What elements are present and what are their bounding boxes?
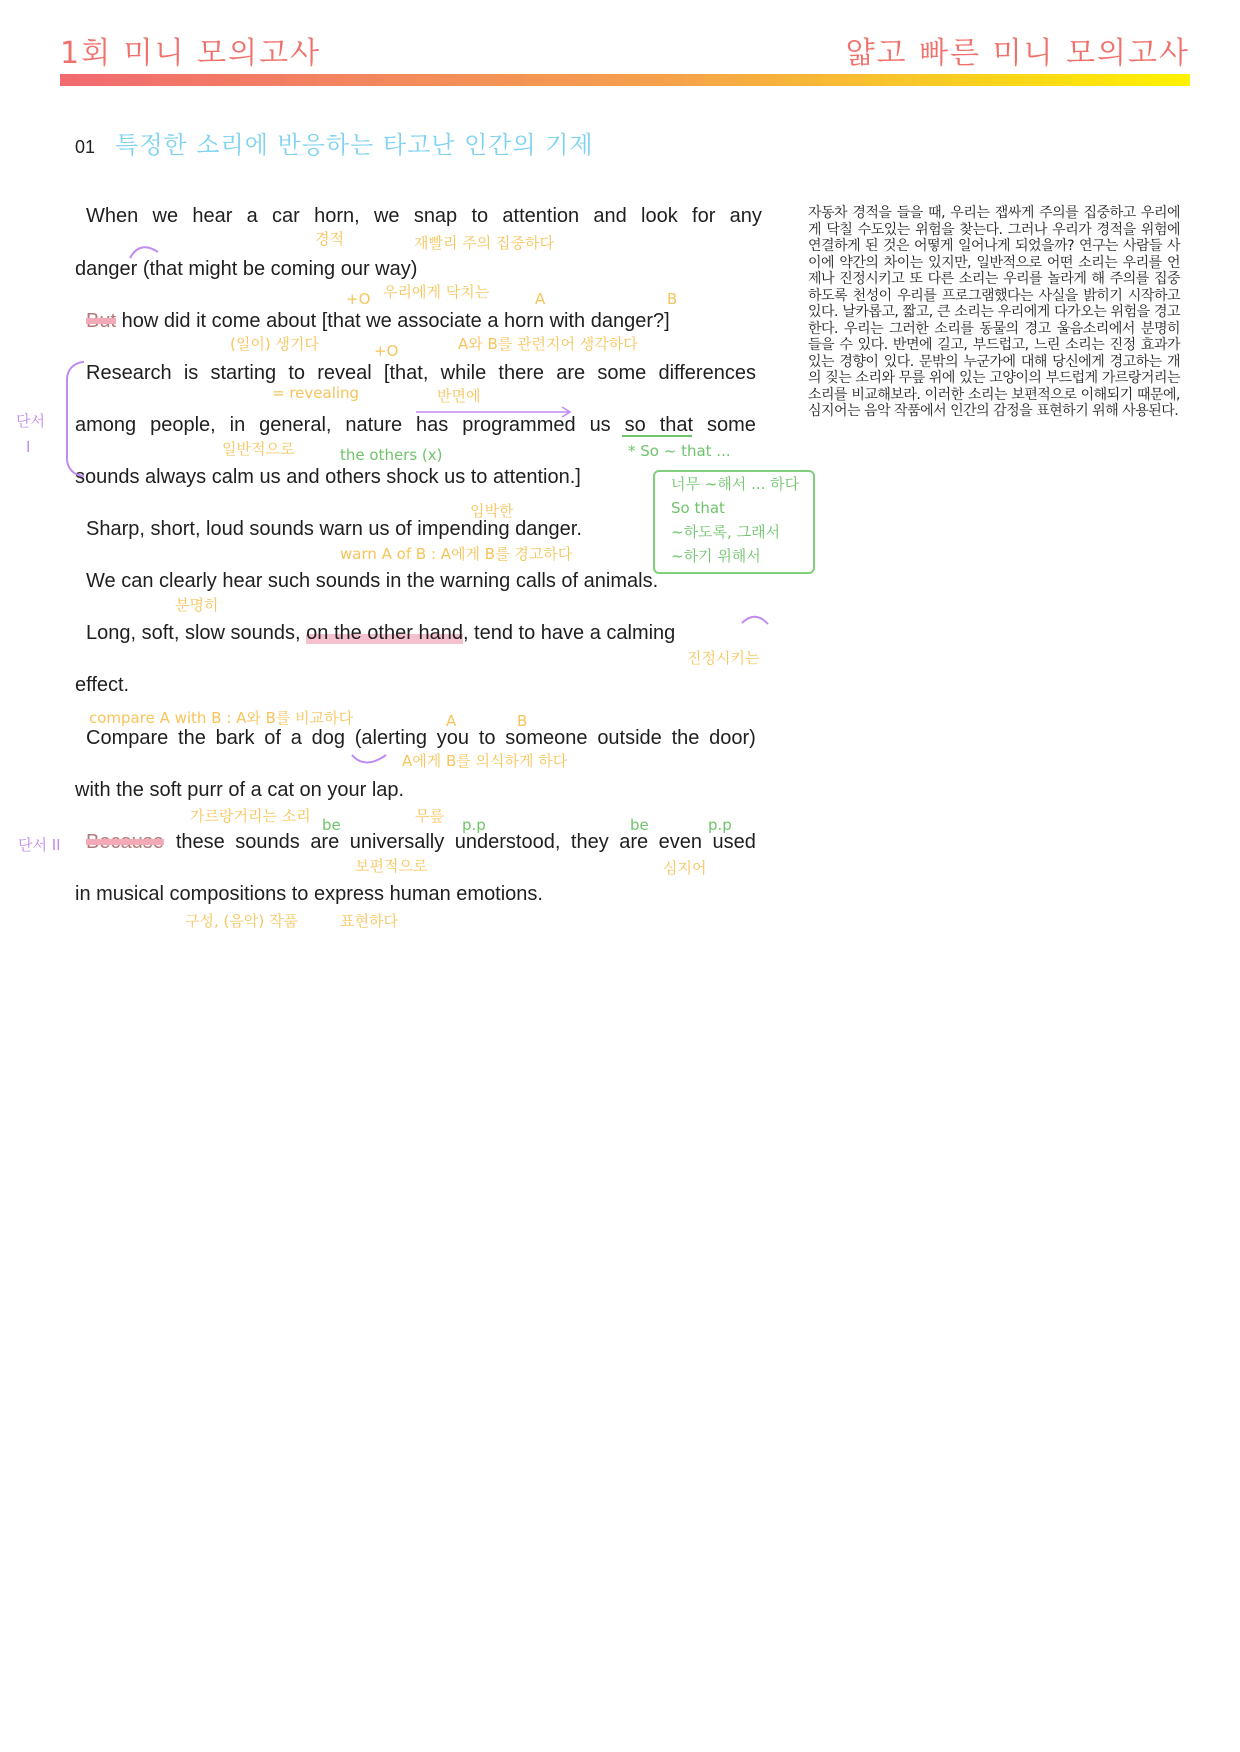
passage-line-2: danger (that might be coming our way) xyxy=(75,258,418,280)
word: to xyxy=(471,205,489,227)
note-the-others: the others (x) xyxy=(340,446,443,464)
struck-word-but: But xyxy=(86,310,117,332)
note-plus-o-2: +O xyxy=(374,342,399,360)
note-b-1: B xyxy=(667,290,678,308)
highlighted-phrase: on the other hand xyxy=(306,622,463,644)
word: differences xyxy=(658,362,756,384)
word: there xyxy=(498,362,545,384)
note-be-1: be xyxy=(322,816,341,834)
word: some xyxy=(597,362,647,384)
box-line-3: ~하도록, 그래서 xyxy=(671,523,781,541)
word: universally xyxy=(349,831,445,853)
word: dog xyxy=(311,727,345,749)
word: you xyxy=(436,727,470,749)
word: so xyxy=(624,414,646,436)
passage-line-14: in musical compositions to express human emotions. xyxy=(75,883,543,905)
word: Compare xyxy=(86,727,169,749)
curved-arrow-2 xyxy=(742,617,768,624)
word: we xyxy=(373,205,400,227)
passage-line-9-c: , tend to have a calming xyxy=(462,622,676,644)
passage-line-10: effect. xyxy=(75,674,130,696)
question-number: 01 xyxy=(75,137,96,157)
note-in-general: 일반적으로 xyxy=(222,440,295,458)
word: the xyxy=(178,727,206,749)
note-associate: A와 B를 관련지어 생각하다 xyxy=(458,335,638,353)
word: any xyxy=(729,205,762,227)
word: to xyxy=(478,727,496,749)
note-compositions: 구성, (음악) 작품 xyxy=(185,912,298,930)
word: these xyxy=(175,831,225,853)
word: door) xyxy=(709,727,756,749)
word: they xyxy=(570,831,609,853)
word: used xyxy=(712,831,756,853)
translation-paragraph: 자동차 경적을 들을 때, 우리는 잽싸게 주의를 집중하고 우리에게 닥칠 수도있는 위험을 찾는다. 그러나 우리가 경적을 위험에 연결하게 된 것은 어떻게 일어나게 되었을까? 연구는 사람들 사이에 약간의 차이는 있지만, 일반적으로 어떤 소리는 우리를 언제나 진정시키고 또 다른 소리는 우리를 놀라게 해 주의를 집중 하도록 천성이 우리를 프로그램했다는 사실을 밝히기 시작하고 있다. 날카롭고, 짧고, 큰 소리는 우리에게 다가오는 위험을 경고한다. 우리는 그러한 소리를 동물의 경고 울음소리에서 분명히 들을 수 있다. 반면에 길고, 부드럽고, 느린 소리는 진정 효과가 있는 경향이 있다. 문밖의 누군가에 대해 당신에게 경고하는 개의 짖는 소리와 무릎 위에 있는 고양이의 부드럽게 가르랑거리는 소리를 비교해보라. 이러한 소리는 보편적으로 이해되기 때문에, 심지어는 음악 작품에서 인간의 감정을 표현하기 위해 사용된다. xyxy=(808,205,1180,419)
word: (alerting xyxy=(354,727,428,749)
word: even xyxy=(658,831,703,853)
note-snap-to-attention: 재빨리 주의 집중하다 xyxy=(414,234,554,252)
note-even: 심지어 xyxy=(663,859,707,877)
note-impending: 임박한 xyxy=(470,502,514,520)
passage-line-7: Sharp, short, loud sounds warn us of impending danger. xyxy=(86,518,582,540)
word: sounds xyxy=(235,831,300,853)
word: a xyxy=(290,727,302,749)
note-be-2: be xyxy=(630,816,649,834)
passage-line-3-text: how did it come about [that we associate a horn with danger?] xyxy=(116,310,670,332)
word: among xyxy=(75,414,137,436)
word: programmed xyxy=(462,414,576,436)
word: is xyxy=(183,362,199,384)
word: car xyxy=(272,205,300,227)
word: hear xyxy=(192,205,233,227)
note-come-about: (일이) 생기다 xyxy=(230,335,319,353)
note-compare-a-with-b: compare A with B : A와 B를 비교하다 xyxy=(89,709,354,727)
note-revealing: = revealing xyxy=(272,384,360,402)
header-left-title: 1회 미니 모의고사 xyxy=(60,36,322,71)
box-line-4: ~하기 위해서 xyxy=(671,547,761,565)
passage-line-6: sounds always calm us and others shock us to attention.] xyxy=(75,466,581,488)
passage-line-9-a: Long, soft, slow sounds, xyxy=(86,622,307,644)
word: nature xyxy=(345,414,403,436)
word: horn, xyxy=(314,205,360,227)
word: someone xyxy=(505,727,588,749)
word: has xyxy=(416,414,449,436)
word: while xyxy=(440,362,487,384)
word: starting xyxy=(210,362,277,384)
word: and xyxy=(593,205,627,227)
word: are xyxy=(310,831,340,853)
passage-line-8: We can clearly hear such sounds in the warning calls of animals. xyxy=(86,570,659,592)
word: When xyxy=(86,205,139,227)
note-b-2: B xyxy=(517,712,528,730)
word: that xyxy=(659,414,694,436)
word: are xyxy=(556,362,586,384)
note-a-2: A xyxy=(446,712,457,730)
curved-arrow-3 xyxy=(352,755,386,763)
question-heading: 특정한 소리에 반응하는 타고난 인간의 기제 xyxy=(115,131,594,159)
clue-1-numeral: I xyxy=(26,438,31,456)
note-gyeongjeok: 경적 xyxy=(315,230,344,248)
curved-arrow-1 xyxy=(130,247,158,258)
word: reveal xyxy=(317,362,372,384)
word: we xyxy=(152,205,179,227)
word: understood, xyxy=(454,831,561,853)
word: of xyxy=(264,727,281,749)
box-line-1: 너무 ~해서 ... 하다 xyxy=(671,475,800,493)
clue-1-label: 단서 xyxy=(16,412,45,430)
word: the xyxy=(671,727,700,749)
note-universally: 보편적으로 xyxy=(355,857,428,875)
word: people, xyxy=(150,414,216,436)
box-line-2: So that xyxy=(671,499,725,517)
note-a-1: A xyxy=(535,290,546,308)
word: look xyxy=(641,205,678,227)
note-warn-a-of-b: warn A of B : A에게 B를 경고하다 xyxy=(340,545,573,563)
word: bark xyxy=(215,727,255,749)
note-while: 반면에 xyxy=(437,387,481,405)
note-calming: 진정시키는 xyxy=(687,649,760,667)
word: for xyxy=(692,205,716,227)
word: some xyxy=(706,414,756,436)
word: general, xyxy=(259,414,332,436)
word: outside xyxy=(597,727,662,749)
note-purr: 가르랑거리는 소리 xyxy=(190,807,311,825)
note-express: 표현하다 xyxy=(340,912,398,930)
note-plus-o-1: +O xyxy=(346,290,371,308)
struck-word-because: Because xyxy=(86,831,164,853)
note-lap: 무릎 xyxy=(415,807,444,825)
note-so-that: * So ~ that ... xyxy=(628,442,731,460)
note-alerting: A에게 B를 의식하게 하다 xyxy=(402,752,568,770)
clue-2-label: 단서 II xyxy=(18,836,61,854)
word: Research xyxy=(86,362,172,384)
word: attention xyxy=(502,205,580,227)
note-clearly: 분명히 xyxy=(175,596,219,614)
word: [that, xyxy=(383,362,429,384)
word: in xyxy=(229,414,246,436)
word: to xyxy=(288,362,305,384)
note-coming-our-way: 우리에게 닥치는 xyxy=(383,283,490,301)
note-pp-1: p.p xyxy=(462,816,486,834)
header-right-title: 얇고 빠른 미니 모의고사 xyxy=(845,36,1190,71)
word: snap xyxy=(413,205,458,227)
note-pp-2: p.p xyxy=(708,816,732,834)
word: a xyxy=(246,205,258,227)
word: are xyxy=(619,831,649,853)
word: us xyxy=(589,414,611,436)
passage-line-12: with the soft purr of a cat on your lap. xyxy=(75,779,405,801)
